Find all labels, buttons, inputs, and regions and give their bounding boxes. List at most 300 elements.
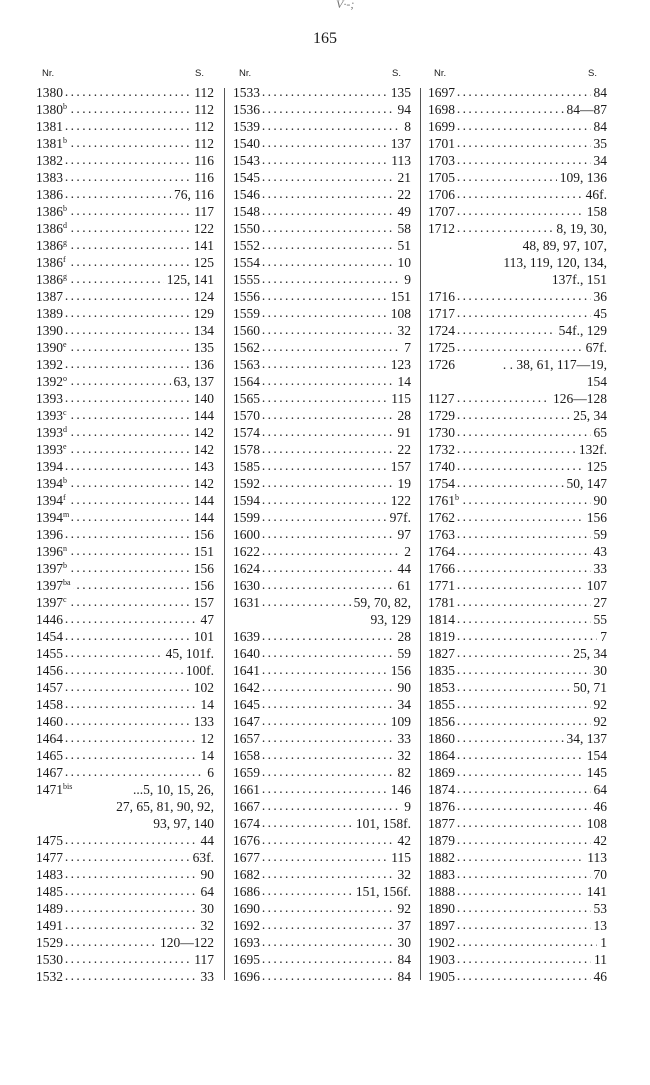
entry-pages: 61	[395, 577, 412, 594]
entry-number-suffix: ba	[63, 578, 71, 587]
entry-number-text: 1386	[36, 187, 63, 202]
entry-number-text: 1642	[233, 680, 260, 695]
entry-number	[428, 696, 457, 713]
entry-number	[233, 254, 262, 271]
entry-pages: 142	[191, 424, 214, 441]
entry-number	[36, 560, 69, 577]
index-entry	[36, 237, 214, 254]
entry-pages: 84	[591, 84, 608, 101]
entry-number-suffix: m	[63, 510, 70, 519]
entry-number-text: 1696	[233, 969, 260, 984]
entry-number-suffix: b	[63, 204, 67, 213]
entry-number	[36, 883, 65, 900]
entry-number-text: 1703	[428, 153, 455, 168]
entry-pages: 25, 34	[570, 645, 607, 662]
index-entry	[36, 509, 214, 526]
entry-pages: 158	[584, 203, 607, 220]
entry-number	[233, 968, 262, 985]
entry-number-text: 1381	[36, 119, 63, 134]
entry-number	[36, 271, 69, 288]
entry-number-text: 1897	[428, 918, 455, 933]
entry-number	[428, 900, 457, 917]
column-header	[428, 67, 607, 84]
entry-pages: 33	[591, 560, 608, 577]
entry-pages: 1	[597, 934, 607, 951]
index-entry	[36, 968, 214, 985]
entry-number	[428, 951, 457, 968]
entry-number-text: 1560	[233, 323, 260, 338]
entry-number	[36, 322, 65, 339]
index-entry	[36, 543, 214, 560]
entry-number-text: 1869	[428, 765, 455, 780]
nr-header: Nr.	[434, 68, 447, 79]
entry-number-text: 1647	[233, 714, 260, 729]
index-entry	[428, 628, 607, 645]
entry-pages: 112	[191, 84, 214, 101]
entry-number	[36, 356, 65, 373]
entry-number-text: 1390	[36, 340, 63, 355]
entry-number-text: 1477	[36, 850, 63, 865]
entry-number-text: 1397	[36, 578, 63, 593]
index-entry	[36, 101, 214, 118]
entry-number	[428, 679, 457, 696]
entry-pages: 101, 158f.	[353, 815, 411, 832]
index-entry	[428, 407, 607, 424]
entry-pages: 92	[395, 900, 412, 917]
entry-number-text: 1390	[36, 323, 63, 338]
entry-pages: 21	[395, 169, 412, 186]
index-entry	[428, 730, 607, 747]
entry-number-text: 1397	[36, 561, 63, 576]
entry-pages: 49	[395, 203, 412, 220]
index-entry	[428, 560, 607, 577]
entry-pages: 154	[584, 747, 607, 764]
index-entry	[428, 679, 607, 696]
index-entry	[36, 577, 214, 594]
entry-number-suffix: b	[63, 561, 67, 570]
index-entry	[428, 968, 607, 985]
entry-number	[233, 543, 262, 560]
entry-number	[428, 883, 457, 900]
index-entry	[233, 900, 411, 917]
entry-pages: 108	[388, 305, 411, 322]
index-entry	[36, 84, 214, 101]
entry-number	[428, 645, 457, 662]
entry-number-text: 1661	[233, 782, 260, 797]
entry-pages: 91	[395, 424, 412, 441]
entry-number	[36, 475, 69, 492]
entry-number	[233, 356, 262, 373]
entry-number	[36, 849, 65, 866]
entry-number-suffix: f	[63, 255, 66, 264]
entry-number	[233, 84, 262, 101]
index-entry	[428, 594, 607, 611]
index-entry	[36, 951, 214, 968]
entry-pages: 134	[191, 322, 214, 339]
index-entry	[36, 458, 214, 475]
index-entry	[233, 220, 411, 237]
entry-pages: 76, 116	[171, 186, 214, 203]
entry-number-text: 1594	[233, 493, 260, 508]
entry-number	[233, 832, 262, 849]
entry-number-text: 1902	[428, 935, 455, 950]
entry-pages: 109	[388, 713, 411, 730]
entry-pages: 58	[395, 220, 412, 237]
index-entry	[428, 118, 607, 135]
entry-number	[428, 560, 457, 577]
entry-number-text: 1855	[428, 697, 455, 712]
entry-number	[428, 628, 457, 645]
entry-number	[36, 696, 65, 713]
entry-pages: 34	[395, 696, 412, 713]
index-entry	[428, 832, 607, 849]
entry-number	[36, 288, 65, 305]
entry-pages: 59	[395, 645, 412, 662]
entry-number-text: 1471	[36, 782, 63, 797]
entry-pages: 156	[191, 526, 214, 543]
index-entry	[36, 186, 214, 203]
entry-number	[233, 815, 262, 832]
entry-pages: 133	[191, 713, 214, 730]
entry-number	[36, 305, 65, 322]
index-entry	[36, 662, 214, 679]
entry-number-suffix: e	[63, 442, 67, 451]
entry-pages: 30	[198, 900, 215, 917]
index-entry	[428, 611, 607, 628]
entry-pages: 156	[191, 560, 214, 577]
entry-pages: 92	[591, 713, 608, 730]
index-entry	[233, 696, 411, 713]
column-divider	[224, 88, 225, 980]
entry-number-suffix: f	[63, 493, 66, 502]
entry-pages: 124	[191, 288, 214, 305]
index-entry	[36, 288, 214, 305]
index-entry	[428, 781, 607, 798]
entry-pages: 27	[591, 594, 608, 611]
entry-number	[36, 747, 65, 764]
index-entry	[428, 101, 607, 118]
entry-number-text: 1877	[428, 816, 455, 831]
entry-number	[428, 781, 457, 798]
entry-number-text: 1667	[233, 799, 260, 814]
entry-number	[36, 203, 69, 220]
entry-number	[233, 390, 262, 407]
entry-number-text: 1556	[233, 289, 260, 304]
entry-number	[36, 713, 65, 730]
entry-pages: 14	[198, 747, 215, 764]
entry-pages: 32	[395, 747, 412, 764]
entry-number-text: 1764	[428, 544, 455, 559]
entry-pages: 65	[591, 424, 608, 441]
entry-number	[428, 390, 457, 407]
entry-pages: 34	[591, 152, 608, 169]
entry-number	[233, 424, 262, 441]
entry-number	[233, 866, 262, 883]
entry-number	[233, 662, 262, 679]
index-entry	[36, 560, 214, 577]
entry-pages: 144	[191, 407, 214, 424]
entry-pages: 116	[191, 152, 214, 169]
entry-pages: 125, 141	[164, 271, 214, 288]
entry-number-text: 1781	[428, 595, 455, 610]
entry-number	[233, 169, 262, 186]
entry-number	[233, 849, 262, 866]
entry-pages: 108	[584, 815, 607, 832]
entry-pages: 97	[395, 526, 412, 543]
entry-number	[36, 373, 69, 390]
index-entry	[428, 849, 607, 866]
entry-pages: 46	[591, 968, 608, 985]
nr-header: Nr.	[239, 68, 252, 79]
index-entry	[428, 934, 607, 951]
entry-pages: 84	[395, 951, 412, 968]
entry-number-text: 1455	[36, 646, 63, 661]
entry-number-text: 1860	[428, 731, 455, 746]
index-entry	[233, 152, 411, 169]
entry-number-text: 1599	[233, 510, 260, 525]
index-entry	[428, 917, 607, 934]
index-entry	[233, 747, 411, 764]
entry-number-text: 1712	[428, 221, 455, 236]
entry-number-text: 1835	[428, 663, 455, 678]
entry-number-text: 1695	[233, 952, 260, 967]
entry-number	[428, 305, 457, 322]
entry-number-text: 1706	[428, 187, 455, 202]
entry-pages: 142	[191, 441, 214, 458]
entry-pages: 50, 71	[570, 679, 607, 696]
entry-number-text: 1903	[428, 952, 455, 967]
entry-number	[233, 713, 262, 730]
index-entry	[233, 849, 411, 866]
index-entry	[36, 271, 214, 288]
index-entry	[428, 662, 607, 679]
entry-pages-continued: 154	[586, 374, 607, 389]
index-entry	[36, 934, 214, 951]
entry-pages: 10	[395, 254, 412, 271]
s-header: S.	[195, 68, 204, 79]
entry-number-text: 1396	[36, 544, 63, 559]
entry-number-text: 1563	[233, 357, 260, 372]
entry-number-text: 1540	[233, 136, 260, 151]
entry-pages: 54f., 129	[556, 322, 607, 339]
entry-number	[428, 849, 457, 866]
entry-number-text: 1631	[233, 595, 260, 610]
entry-number-text: 1699	[428, 119, 455, 134]
entry-number	[233, 101, 262, 118]
index-entry	[36, 730, 214, 747]
index-entry	[233, 424, 411, 441]
entry-number	[233, 288, 262, 305]
entry-number-suffix: bis	[63, 782, 73, 791]
entry-number	[233, 696, 262, 713]
entry-number	[36, 509, 71, 526]
index-entry	[428, 475, 607, 492]
entry-number	[36, 84, 65, 101]
index-entry	[233, 951, 411, 968]
index-entry	[233, 101, 411, 118]
column-header	[36, 67, 214, 84]
entry-pages: 19	[395, 475, 412, 492]
entry-pages: 145	[584, 764, 607, 781]
index-entry	[233, 645, 411, 662]
entry-number	[428, 441, 457, 458]
entry-pages: 32	[395, 866, 412, 883]
entry-pages: 137	[388, 135, 411, 152]
entry-number	[36, 118, 65, 135]
index-entry	[233, 441, 411, 458]
entry-number-text: 1657	[233, 731, 260, 746]
entry-number-text: 1529	[36, 935, 63, 950]
entry-number-text: 1536	[233, 102, 260, 117]
entry-number	[428, 322, 457, 339]
entry-number	[428, 934, 457, 951]
entry-number-text: 1393	[36, 425, 63, 440]
index-entry	[428, 322, 607, 339]
entry-number-text: 1460	[36, 714, 63, 729]
entry-number-text: 1692	[233, 918, 260, 933]
entry-number-suffix: d	[63, 221, 67, 230]
entry-number	[428, 356, 457, 373]
index-entry	[36, 220, 214, 237]
entry-pages: 53	[591, 900, 608, 917]
index-entry	[36, 475, 214, 492]
index-entry	[428, 577, 607, 594]
entry-pages: 151	[191, 543, 214, 560]
entry-number	[36, 968, 65, 985]
entry-number-text: 1380	[36, 85, 63, 100]
entry-number	[428, 509, 457, 526]
index-entry	[233, 730, 411, 747]
index-entry	[36, 849, 214, 866]
entry-pages: 132f.	[576, 441, 607, 458]
entry-pages: 63f.	[190, 849, 214, 866]
entry-number	[36, 390, 65, 407]
entry-pages-continued: 48, 89, 97, 107,	[522, 238, 607, 253]
entry-number-text: 1754	[428, 476, 455, 491]
entry-number-text: 1548	[233, 204, 260, 219]
index-entry	[36, 764, 214, 781]
index-entry	[428, 764, 607, 781]
entry-number-text: 1127	[428, 391, 455, 406]
entry-number-text: 1559	[233, 306, 260, 321]
entry-number	[233, 407, 262, 424]
entry-number	[428, 662, 457, 679]
entry-number	[428, 968, 457, 985]
entry-pages: 36	[591, 288, 608, 305]
index-entry	[36, 917, 214, 934]
entry-pages: 156	[388, 662, 411, 679]
entry-number-text: 1545	[233, 170, 260, 185]
entry-number-text: 1394	[36, 493, 63, 508]
index-entry	[428, 883, 607, 900]
index-entry	[36, 305, 214, 322]
entry-pages: 22	[395, 441, 412, 458]
entry-list	[36, 84, 214, 985]
entry-pages: 90	[198, 866, 215, 883]
entry-number	[233, 237, 262, 254]
entry-number-text: 1396	[36, 527, 63, 542]
entry-number	[36, 152, 65, 169]
entry-pages: 46	[591, 798, 608, 815]
entry-number-text: 1465	[36, 748, 63, 763]
index-entry	[36, 883, 214, 900]
entry-pages-continued: 93, 97, 140	[153, 816, 214, 831]
entry-number-text: 1383	[36, 170, 63, 185]
s-header: S.	[392, 68, 401, 79]
entry-number	[36, 254, 68, 271]
entry-pages: 12	[198, 730, 215, 747]
entry-number	[233, 679, 262, 696]
entry-number-text: 1883	[428, 867, 455, 882]
entry-pages: 84—87	[564, 101, 608, 118]
index-entry	[36, 373, 214, 390]
entry-number-text: 1890	[428, 901, 455, 916]
entry-pages: 63, 137	[171, 373, 215, 390]
entry-number-text: 1762	[428, 510, 455, 525]
top-margin-mark: V·-;	[336, 0, 355, 11]
entry-number-text: 1640	[233, 646, 260, 661]
entry-pages: 33	[198, 968, 215, 985]
entry-number	[428, 730, 457, 747]
entry-number	[36, 594, 69, 611]
entry-pages: 102	[191, 679, 214, 696]
entry-pages: 9	[401, 798, 411, 815]
entry-number-text: 1761	[428, 493, 455, 508]
index-entry	[233, 169, 411, 186]
index-entry	[233, 866, 411, 883]
entry-pages: 30	[395, 934, 412, 951]
entry-number	[233, 118, 262, 135]
entry-pages: 59	[591, 526, 608, 543]
entry-number-text: 1386	[36, 204, 63, 219]
entry-number-text: 1550	[233, 221, 260, 236]
entry-number-text: 1905	[428, 969, 455, 984]
entry-number-text: 1489	[36, 901, 63, 916]
entry-pages: 109, 136	[557, 169, 607, 186]
entry-pages: 37	[395, 917, 412, 934]
entry-pages: 97f.	[387, 509, 411, 526]
entry-pages: 112	[191, 101, 214, 118]
entry-pages: 123	[388, 356, 411, 373]
entry-pages: 151, 156f.	[353, 883, 411, 900]
index-entry	[428, 203, 607, 220]
entry-number	[36, 441, 69, 458]
entry-number-text: 1766	[428, 561, 455, 576]
entry-number-text: 1565	[233, 391, 260, 406]
entry-pages: 112	[191, 118, 214, 135]
entry-pages: 46f.	[583, 186, 607, 203]
index-entry	[36, 866, 214, 883]
index-entry	[428, 713, 607, 730]
entry-number-text: 1876	[428, 799, 455, 814]
entry-pages: 44	[198, 832, 215, 849]
entry-pages: 140	[191, 390, 214, 407]
entry-number	[36, 611, 65, 628]
entry-number-text: 1771	[428, 578, 455, 593]
entry-number-text: 1707	[428, 204, 455, 219]
index-entry	[36, 645, 214, 662]
entry-number	[36, 492, 68, 509]
entry-number	[36, 679, 65, 696]
entry-number-text: 1622	[233, 544, 260, 559]
entry-number-text: 1475	[36, 833, 63, 848]
entry-pages: 142	[191, 475, 214, 492]
entry-pages-continued: 93, 129	[370, 612, 411, 627]
index-entry	[233, 679, 411, 696]
entry-number	[428, 526, 457, 543]
entry-number-text: 1539	[233, 119, 260, 134]
entry-pages: 32	[395, 322, 412, 339]
